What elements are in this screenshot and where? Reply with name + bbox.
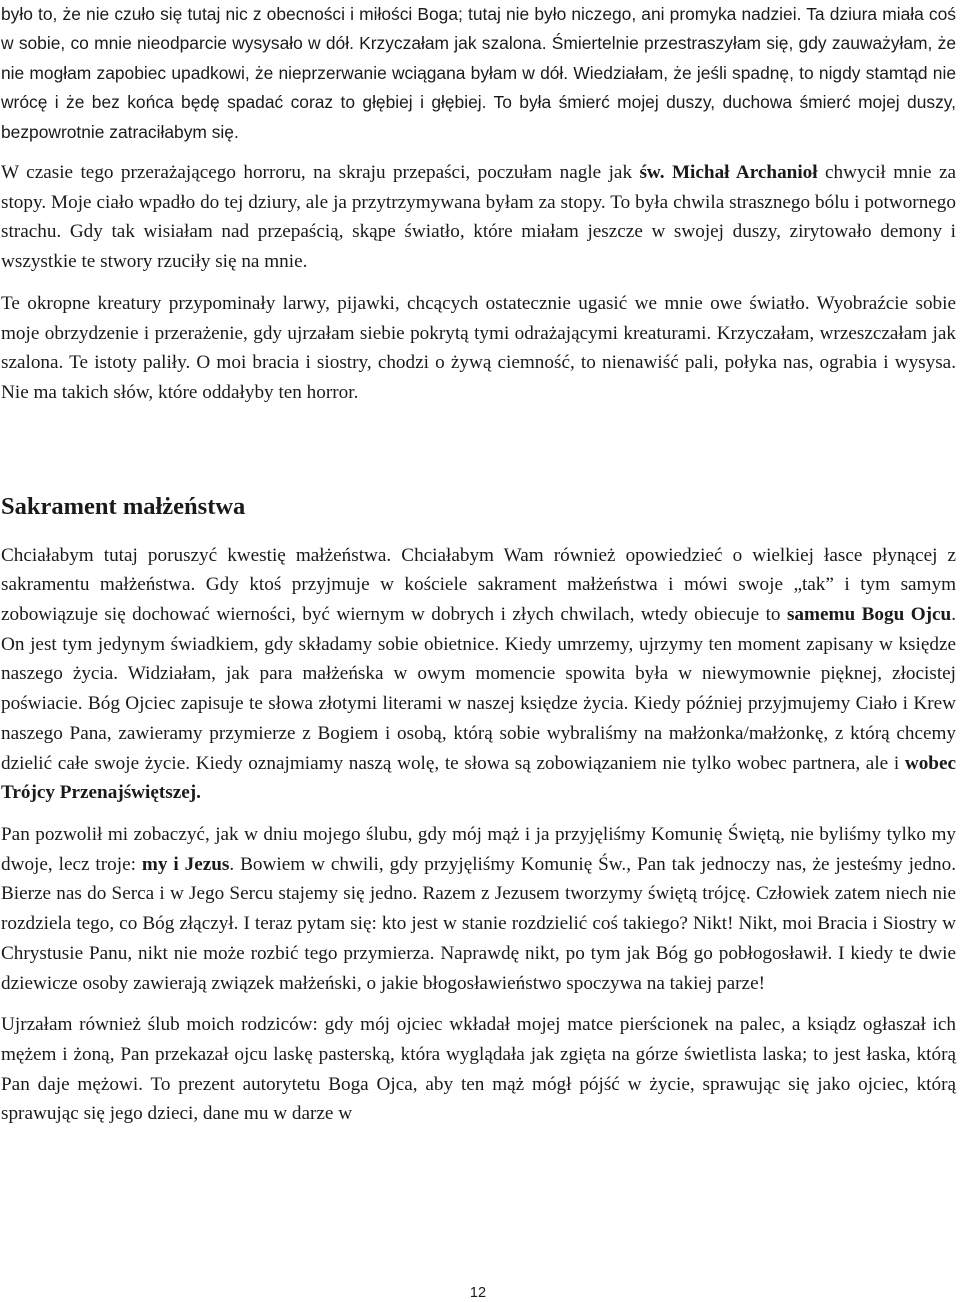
paragraph-abyss-text: było to, że nie czuło się tutaj nic z obecności i miłości Boga; tutaj nie było niczego, ani promyka nadziei. Ta dziura miała coś w sobie, co mnie nieodparcie wysysało w dół. Krzyczałam jak szalona. Śmiertelnie przestraszyłam się, gdy zauważyłam, że nie mogłam zapobiec upadkowi, że nieprzerwanie wciągana byłam w dół. Wiedziałam, że jeśli spadnę, to nigdy stamtąd nie wrócę i że bez końca będę spadać coraz to głębiej i głębiej. To była śmierć mojej duszy, duchowa śmierć mojej duszy, bezpowrotnie zatraciłabym się. xyxy=(1,4,956,142)
paragraph-creatures xyxy=(1,289,956,408)
paragraph-marriage-text-1: Chciałabym tutaj poruszyć kwestię małżeństwa. Chciałabym Wam również opowiedzieć o wielkiej łasce płynącej z sakramentu małżeństwa. Gdy ktoś przyjmuje w kościele sakrament małżeństwa i mówi swoje „tak” i tym samym zobowiązuje się dochować wierności, być wiernym w dobrych i złych chwilach, wtedy obiecuje to xyxy=(1,544,956,626)
paragraph-archangel-text-1: W czasie tego przerażającego horroru, na skraju przepaści, poczułam nagle jak xyxy=(1,162,640,184)
paragraph-creatures-text: Te okropne kreatury przypominały larwy, pijawki, chcących ostatecznie ugasić we mnie owe światło. Wyobraźcie sobie moje obrzydzenie i przerażenie, gdy ujrzałam siebie pokrytą tymi odrażającymi kreaturami. Krzyczałam, wrzeszczałam jak szalona. Te istoty paliły. O moi bracia i siostry, chodzi o żywą ciemność, to nienawiść pali, połyka nas, ograbia i wysysa. Nie ma takich słów, które oddałyby ten horror. xyxy=(1,292,956,403)
page-number: 12 xyxy=(469,1285,487,1301)
paragraph-parents-text: Ujrzałam również ślub moich rodziców: gdy mój ojciec wkładał mojej matce pierścionek na palec, a ksiądz ogłaszał ich mężem i żoną, Pan przekazał ojcu laskę pasterską, która wyglądała jak zgięta na górze świetlista laska; to jest łaska, którą Pan daje mężowi. To prezent autorytetu Boga Ojca, aby ten mąż mógł pójść w życie, sprawując się jako ojciec, którą sprawując się jego dzieci, dane mu w darze w xyxy=(1,1014,956,1125)
paragraph-archangel-bold: św. Michał Archanioł xyxy=(639,162,818,184)
paragraph-wedding-text-1: Pan pozwolił mi zobaczyć, jak w dniu mojego ślubu, gdy mój mąż i ja przyjęliśmy Komunię Świętą, nie byliśmy tylko my dwoje, lecz troje: xyxy=(1,823,956,875)
paragraph-marriage-bold-1: samemu Bogu Ojcu xyxy=(786,604,952,626)
paragraph-wedding-text-2: . Bowiem w chwili, gdy przyjęliśmy Komunię Św., Pan tak jednoczy nas, że jesteśmy jedno. Bierze nas do Serca i w Jego Sercu stajemy się jedno. Razem z Jezusem tworzymy świętą trójcę. Człowiek zatem niech nie rozdziela tego, co Bóg złączył. I teraz pytam się: kto jest w stanie rozdzielić coś takiego? Nikt! Nikt, moi Bracia i Siostry w Chrystusie Panu, nikt nie może rozbić tego przymierza. Naprawdę nikt, po tym jak Bóg go pobłogosławił. I kiedy te dwie dziewicze osoby zawierają związek małżeński, o jakie błogosławieństwo spoczywa na takiej parze! xyxy=(1,853,956,994)
paragraph-marriage-text-2: . On jest tym jedynym świadkiem, gdy składamy sobie obietnice. Kiedy umrzemy, ujrzymy ten moment zapisany w księdze naszego życia. Widziałam, jak para małżeńska w owym momencie spowita była w niewymownie pięknej, złocistej poświacie. Bóg Ojciec zapisuje te słowa złotymi literami w naszej księdze życia. Kiedy później przyjmujemy Ciało i Krew naszego Pana, zawieramy przymierze z Bogiem i osobą, którą sobie wybraliśmy na małżonka/małżonkę, z którą chcemy dzielić całe swoje życie. Kiedy oznajmiamy naszą wolę, te słowa są zobowiązaniem nie tylko wobec partnera, ale i xyxy=(1,604,956,774)
paragraph-marriage-bold-2: wobec Trójcy Przenajświętszej. xyxy=(1,752,956,804)
paragraph-wedding xyxy=(1,820,956,998)
section-heading: Sakrament małżeństwa xyxy=(1,492,246,520)
paragraph-marriage xyxy=(1,541,956,808)
paragraph-abyss xyxy=(1,0,956,147)
paragraph-wedding-bold: my i Jezus xyxy=(141,853,230,875)
paragraph-archangel-text-2: chwycił mnie za stopy. Moje ciało wpadło do tej dziury, ale ja przytrzymywana byłam za stopy. To była chwila strasznego bólu i potwornego strachu. Gdy tak wisiałam nad przepaścią, skąpe światło, które miałam jeszcze w swojej duszy, zirytowało demony i wszystkie te stwory rzuciły się na mnie. xyxy=(1,162,957,273)
paragraph-archangel xyxy=(1,158,956,277)
paragraph-parents xyxy=(1,1010,956,1129)
